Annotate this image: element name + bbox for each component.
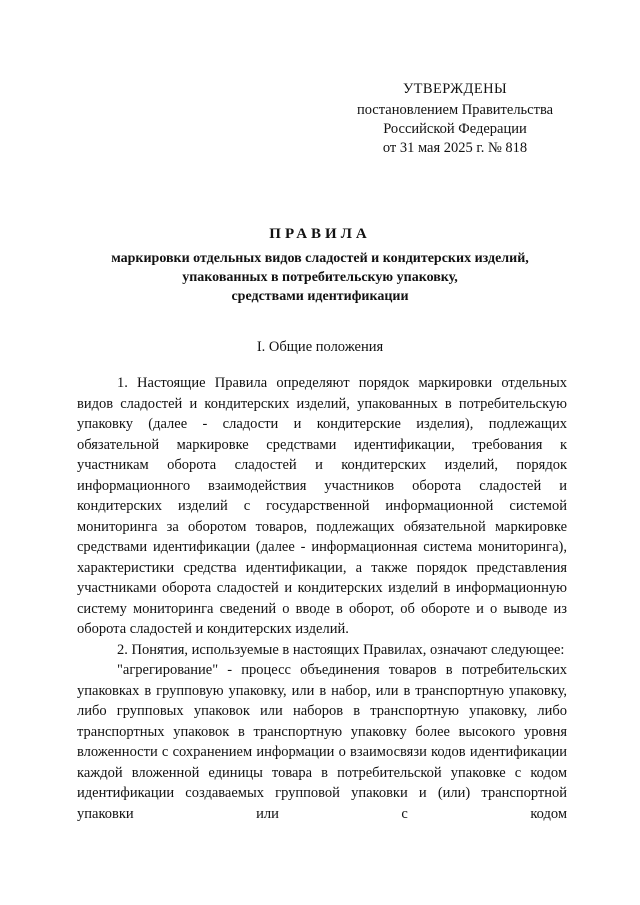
approval-title: УТВЕРЖДЕНЫ (402, 81, 508, 97)
approval-line-2: Российской Федерации (383, 121, 527, 137)
document-body (77, 373, 567, 824)
subtitle-line-2: упакованных в потребительскую упаковку, (182, 270, 458, 285)
document-subtitle (60, 249, 580, 306)
approval-line-1: постановлением Правительства (356, 102, 554, 118)
approval-line-3: от 31 мая 2025 г. № 818 (382, 140, 528, 156)
subtitle-line-1: маркировки отдельных видов сладостей и кондитерских изделий, (111, 251, 529, 266)
paragraph-2: 2. Понятия, используемые в настоящих Правилах, означают следующее: (117, 641, 565, 658)
approval-block (340, 80, 570, 158)
section-heading: I. Общие положения (256, 339, 384, 355)
subtitle-line-3: средствами идентификации (231, 289, 409, 304)
document-title: ПРАВИЛА (269, 226, 371, 242)
paragraph-3: "агрегирование" - процесс объединения товаров в потребительских упаковках в групповую упаковку, или в набор, или в транспортную упаковку, либо групповых упаковок или наборов в транспортную упаковку, либо транспортных упаковок в транспортную упаковку более высокого уровня вложенности с сохранением информации о взаимосвязи кодов идентификации каждой вложенной единицы товара в потребительской упаковке с кодом идентификации создаваемых групповой упаковки и (или) транспортной упаковки или с кодом (77, 662, 567, 822)
paragraph-1: 1. Настоящие Правила определяют порядок маркировки отдельных видов сладостей и кондитерских изделий, упакованных в потребительскую упаковку (далее - сладости и кондитерские изделия), подлежащих обязательной маркировке средствами идентификации, требования к участникам оборота сладостей и кондитерских изделий, порядок информационного взаимодействия участников оборота сладостей и кондитерских изделий с государственной информационной системой мониторинга за оборотом товаров, подлежащих обязательной маркировке средствами идентификации (далее - информационная система мониторинга), характеристики средства идентификации, а также порядок представления участниками оборота сладостей и кондитерских изделий в информационную систему мониторинга сведений о вводе в оборот, об обороте и о выводе из оборота сладостей и кондитерских изделий. (77, 375, 567, 637)
